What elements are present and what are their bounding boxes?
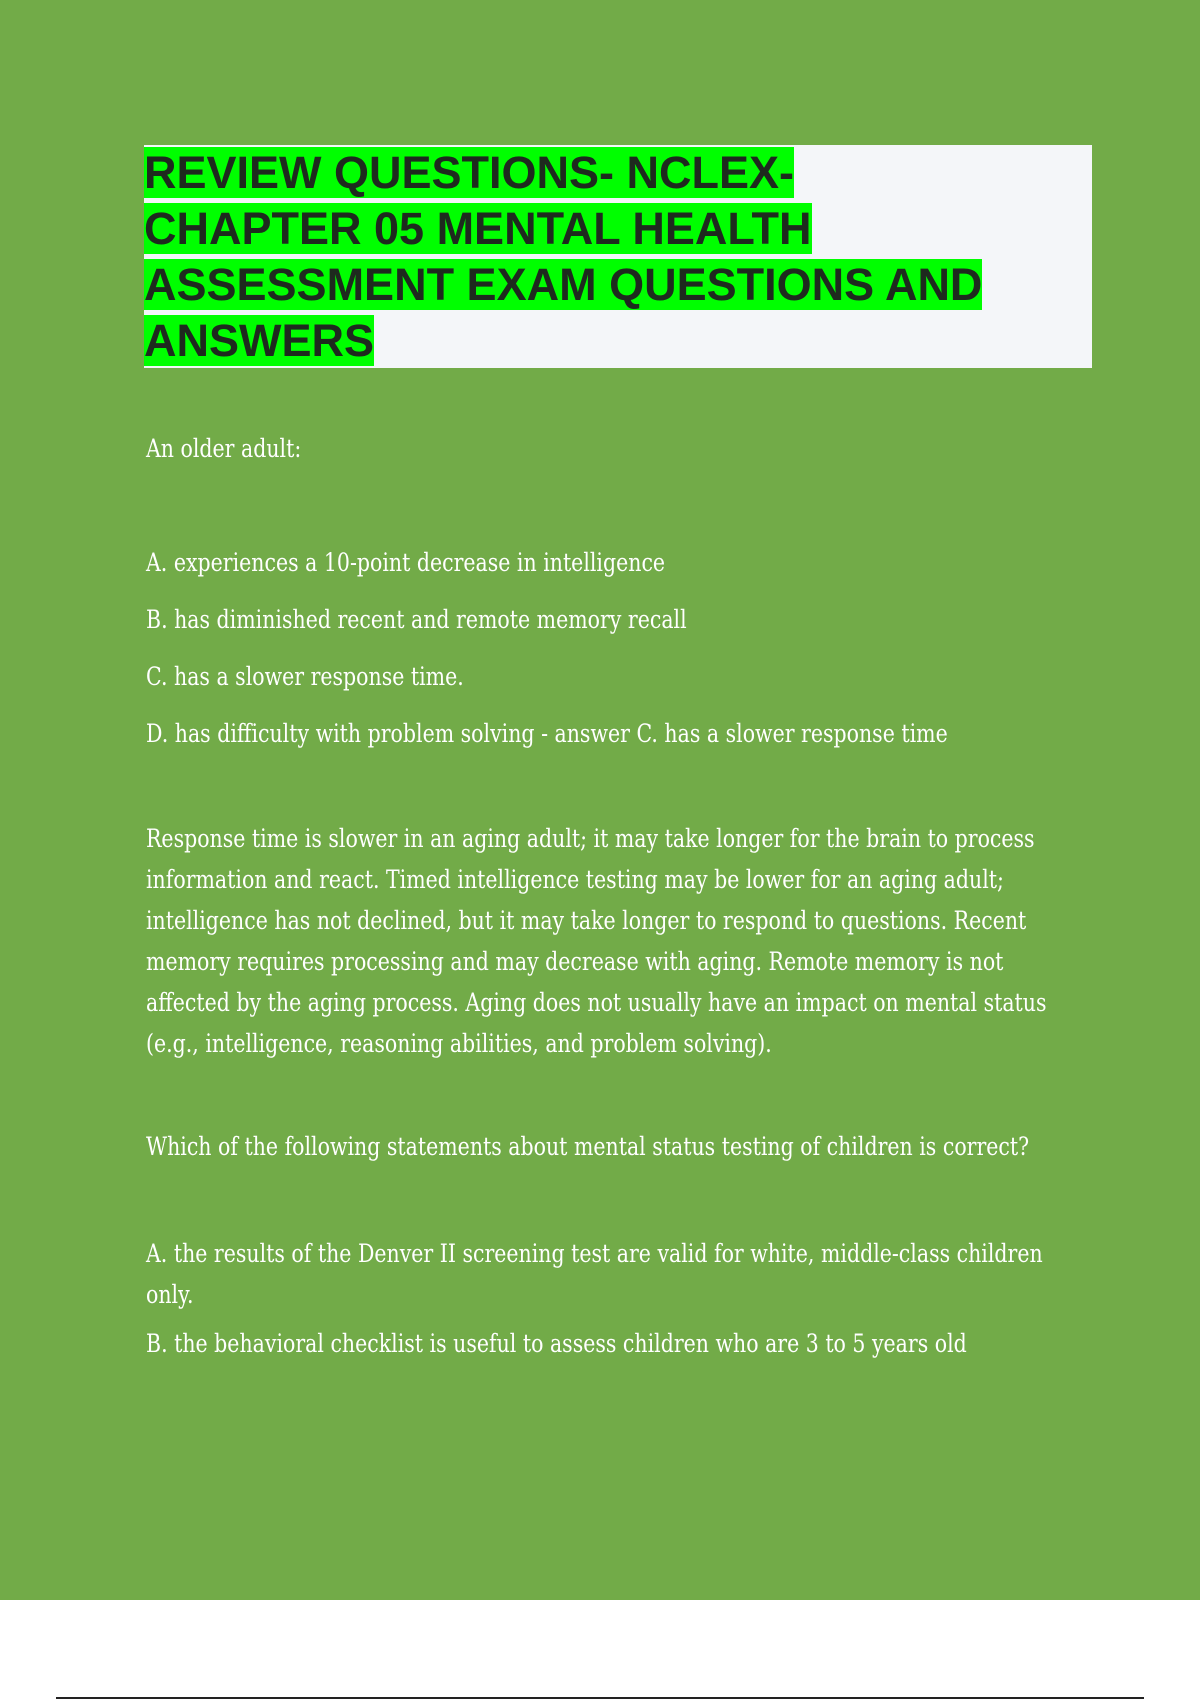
question-1-rationale: Response time is slower in an aging adult; it may take longer for the brain to process information and react. Timed intelligence testing may be lower for an aging adult; intelligence has not declined, but it may take longer to respond to questions. Recent memory requires processing and may decrease with aging. Remote memory is not affected by the aging process. Aging does not usually have an impact on mental status (e.g., intelligence, reasoning abilities, and problem solving).	[146, 824, 1047, 1058]
question-1-option-b: B. has diminished recent and remote memory recall	[146, 605, 687, 634]
title-line-4: ANSWERS	[144, 315, 375, 366]
question-1-option-c: C. has a slower response time.	[146, 662, 464, 691]
document-body	[146, 420, 1086, 1372]
title-line-3: ASSESSMENT EXAM QUESTIONS AND	[144, 259, 983, 310]
title-block	[144, 145, 1092, 368]
title-line-2: CHAPTER 05 MENTAL HEALTH	[144, 203, 812, 254]
document-title	[144, 145, 1092, 369]
question-2-stem: Which of the following statements about mental status testing of children is correct?	[146, 1132, 1030, 1161]
question-2-option-a: A. the results of the Denver II screening test are valid for white, middle-class children only.	[146, 1239, 1043, 1309]
title-line-1: REVIEW QUESTIONS- NCLEX-	[144, 147, 795, 198]
question-1-option-a: A. experiences a 10-point decrease in intelligence	[146, 548, 666, 577]
footer-divider	[56, 1697, 1144, 1699]
question-1-option-d: D. has difficulty with problem solving - answer C. has a slower response time	[146, 719, 948, 748]
question-1-stem: An older adult:	[146, 434, 302, 463]
question-2-option-b: B. the behavioral checklist is useful to assess children who are 3 to 5 years old	[146, 1329, 967, 1358]
